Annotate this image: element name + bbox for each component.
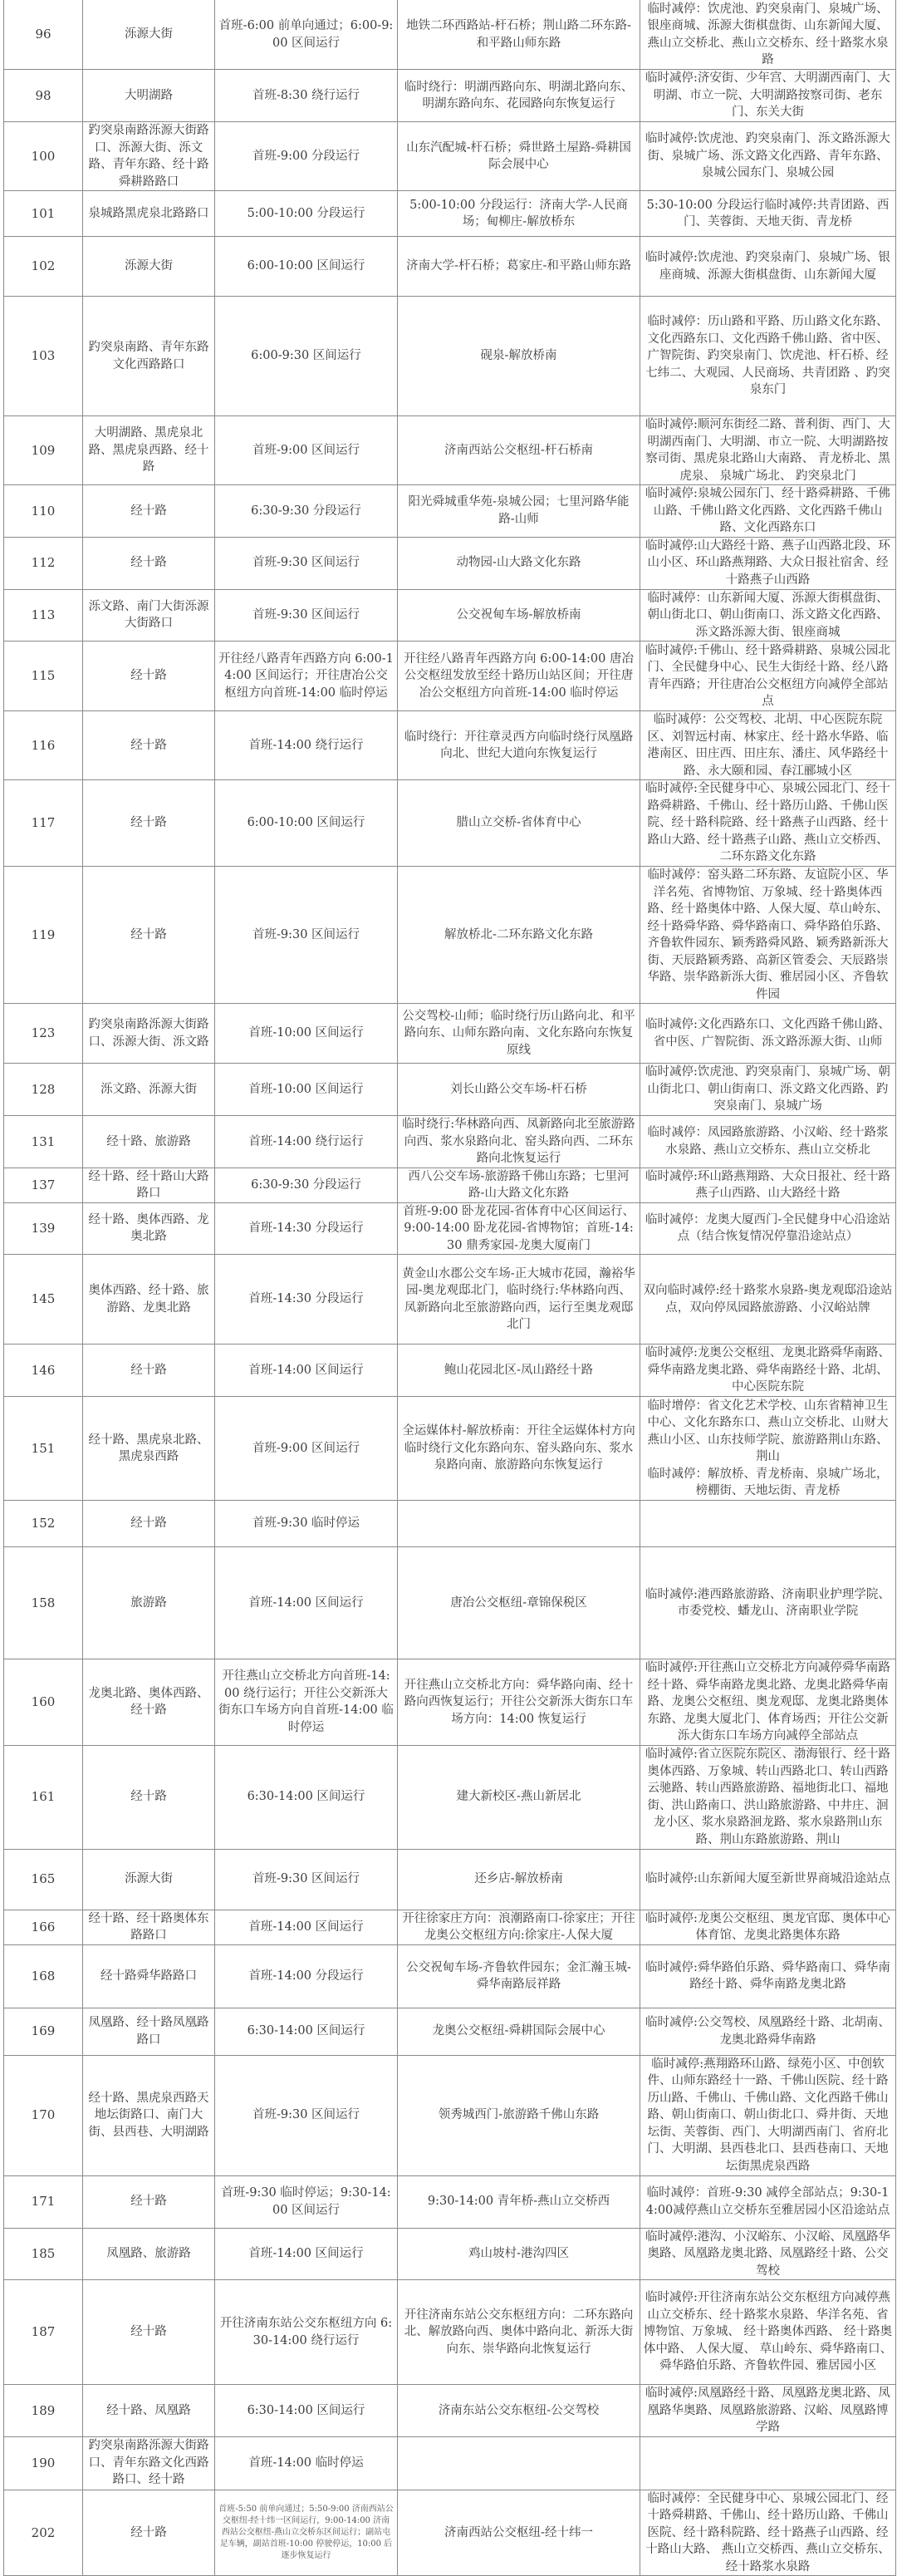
stop-changes <box>640 1501 896 1547</box>
table-row <box>4 1501 896 1547</box>
table-row <box>4 1064 896 1116</box>
affected-road: 泺源大街 <box>83 1849 215 1910</box>
operation-route: 建大新校区-燕山新居北 <box>398 1745 640 1849</box>
operation-time: 首班-14:30 分段运行 <box>215 1202 398 1255</box>
stop-changes: 临时减停:饮虎池、趵突泉南门、泺文路泺源大街、泉城广场、泺文路文化西路、青年东路、泉城公园东门、泉城公园 <box>640 122 896 191</box>
operation-route: 5:00-10:00 分段运行：济南大学-人民商场；甸柳庄-解放桥东 <box>398 191 640 237</box>
affected-road: 经十路 <box>83 537 215 589</box>
route-number: 161 <box>4 1745 83 1849</box>
route-number: 145 <box>4 1255 83 1345</box>
operation-time: 开往经八路青年西路方向 6:00-14:00 区间运行；开往唐冶公交枢纽方向首班-14:00 临时停运 <box>215 642 398 711</box>
table-row <box>4 1659 896 1746</box>
stop-changes: 临时减停:开往济南东站公交东枢纽方向减停燕山立交桥东、经十路浆水泉路、华洋名苑、省博物馆、万象城、 经十路奥体西路、 经十路奥体中路、 人保大厦、 草山岭东、舜华路南口、舜华路伯乐路、齐鲁软件园、雅居园小区 <box>640 2280 896 2385</box>
stop-changes: 临时减停:港西路旅游路、济南职业护理学院、市委党校、蟠龙山、济南职业学院 <box>640 1547 896 1659</box>
stop-changes: 临时减停:济安街、少年宫、大明湖西南门、大明湖、市立一院、大明湖路按察司街、老东门、东关大街 <box>640 70 896 122</box>
table-row <box>4 711 896 780</box>
operation-route: 动物园-山大路文化东路 <box>398 537 640 589</box>
operation-route: 山东汽配城-杆石桥；舜世路土屋路-舜耕国际会展中心 <box>398 122 640 191</box>
operation-time: 首班-6:00 前单向通过；6:00-9:00 区间运行 <box>215 0 398 70</box>
route-number: 100 <box>4 122 83 191</box>
table-row <box>4 589 896 642</box>
stop-changes: 5:30-10:00 分段运行临时减停:共青团路、西门、芙蓉街、天地天街、青龙桥 <box>640 191 896 237</box>
operation-route: 解放桥北-二环东路文化东路 <box>398 867 640 1004</box>
operation-route: 济南西站公交枢纽-杆石桥南 <box>398 416 640 485</box>
affected-road: 凤凰路、经十路凤凰路路口 <box>83 2008 215 2055</box>
affected-road: 经十路 <box>83 1501 215 1547</box>
operation-time: 首班-9:30 临时停运 <box>215 1501 398 1547</box>
operation-route: 济南东站公交东枢纽-公交驾校 <box>398 2385 640 2437</box>
bus-route-adjustment-table <box>3 0 896 2576</box>
operation-time: 6:30-14:00 区间运行 <box>215 2008 398 2055</box>
operation-route: 鲍山花园北区-凤山路经十路 <box>398 1345 640 1397</box>
table-row <box>4 485 896 538</box>
route-number: 187 <box>4 2280 83 2385</box>
affected-road: 经十路 <box>83 867 215 1004</box>
route-number: 165 <box>4 1849 83 1910</box>
operation-time: 开往燕山立交桥北方向首班-14:00 绕行运行；开往公交新泺大街东口车场方向自首班-14:00 临时停运 <box>215 1659 398 1746</box>
operation-time: 6:30-9:30 分段运行 <box>215 1168 398 1202</box>
operation-time: 首班-14:30 分段运行 <box>215 1255 398 1345</box>
operation-time: 6:00-9:30 区间运行 <box>215 297 398 416</box>
route-number: 123 <box>4 1004 83 1064</box>
affected-road: 经十路、黑虎泉西路天地坛街路口、南门大街、县西巷、大明湖路 <box>83 2055 215 2175</box>
affected-road: 经十路、黑虎泉北路、黑虎泉西路 <box>83 1397 215 1501</box>
route-number: 152 <box>4 1501 83 1547</box>
affected-road: 龙奥北路、奥体西路、经十路 <box>83 1659 215 1746</box>
operation-route: 唐冶公交枢纽-章锦保税区 <box>398 1547 640 1659</box>
operation-time: 首班-8:30 绕行运行 <box>215 70 398 122</box>
stop-changes: 临时减停：龙奥大厦西门-全民健身中心沿途站点（结合恢复情况停靠沿途站点） <box>640 1202 896 1255</box>
affected-road: 经十路 <box>83 1345 215 1397</box>
stop-changes: 临时减停:饮虎池、趵突泉南门、泉城广场、银座商城、泺源大街棋盘街、山东新闻大厦 <box>640 237 896 297</box>
affected-road: 泺源大街 <box>83 237 215 297</box>
table-row <box>4 1004 896 1064</box>
affected-road: 泺源大街 <box>83 0 215 70</box>
table-row <box>4 70 896 122</box>
table-row <box>4 1202 896 1255</box>
route-number: 168 <box>4 1944 83 2008</box>
operation-route: 砚泉-解放桥南 <box>398 297 640 416</box>
operation-route: 开往徐家庄方向：浪潮路南口-徐家庄；开往龙奥公交枢纽方向:徐家庄-人保大厦 <box>398 1910 640 1944</box>
operation-route: 济南大学-杆石桥；葛家庄-和平路山师东路 <box>398 237 640 297</box>
stop-changes <box>640 2436 896 2490</box>
affected-road: 泺文路、泺源大街 <box>83 1064 215 1116</box>
operation-route: 腊山立交桥-省体育中心 <box>398 780 640 867</box>
operation-route: 还乡店-解放桥南 <box>398 1849 640 1910</box>
operation-route: 济南西站公交枢纽-经十纬一 <box>398 2490 640 2576</box>
table-row <box>4 1116 896 1168</box>
operation-route: 全运媒体村-解放桥南：开往全运媒体村方向临时绕行文化东路向东、窑头路向东、浆水泉路向南、旅游路向东恢复运行 <box>398 1397 640 1501</box>
table-row <box>4 2055 896 2175</box>
table-row <box>4 642 896 711</box>
table-row <box>4 2490 896 2576</box>
affected-road: 经十路 <box>83 485 215 538</box>
stop-changes: 临时减停:山东新闻大厦至新世界商城沿途站点 <box>640 1849 896 1910</box>
stop-changes: 临时减停:开往燕山立交桥北方向减停舜华南路经十路、舜华南路龙奥北路、龙奥北路舜华南路、龙奥公交枢纽、奥龙观邸、龙奥北路奥体东路、龙奥大厦北门、体育场西；开往公交新泺大街东口车场方向减停全部站点 <box>640 1659 896 1746</box>
table-row <box>4 1255 896 1345</box>
operation-route: 临时绕行：明湖西路向东、明湖北路向东、明湖东路向东、花园路向东恢复运行 <box>398 70 640 122</box>
affected-road: 大明湖路 <box>83 70 215 122</box>
table-row <box>4 1397 896 1501</box>
route-number: 137 <box>4 1168 83 1202</box>
affected-road: 经十路舜华路路口 <box>83 1944 215 2008</box>
operation-route: 黄金山水郡公交车场-正大城市花园，瀚裕华园-奥龙观邸北门，临时绕行:华林路向西、凤新路向北至旅游路向西，运行至奥龙观邸北门 <box>398 1255 640 1345</box>
table-row <box>4 237 896 297</box>
operation-route: 临时绕行：开往章灵西方向临时绕行凤凰路向北、世纪大道向东恢复运行 <box>398 711 640 780</box>
operation-route <box>398 2436 640 2490</box>
operation-route: 龙奥公交枢纽-舜耕国际会展中心 <box>398 2008 640 2055</box>
operation-time: 6:00-10:00 区间运行 <box>215 237 398 297</box>
operation-route: 鸡山坡村-港沟四区 <box>398 2228 640 2280</box>
table-row <box>4 537 896 589</box>
operation-time: 首班-14:00 绕行运行 <box>215 711 398 780</box>
stop-changes: 临时减停：凤园路旅游路、小汉峪、经十路浆水泉路、燕山立交桥东、燕山立交桥北 <box>640 1116 896 1168</box>
table-row <box>4 1168 896 1202</box>
table-row <box>4 2280 896 2385</box>
table-row <box>4 867 896 1004</box>
stop-changes: 临时减停:舜华路伯乐路、舜华路南口、舜华南路经十路、舜华南路龙奥北路 <box>640 1944 896 2008</box>
operation-time: 首班-9:30 区间运行 <box>215 867 398 1004</box>
operation-time: 首班-14:00 区间运行 <box>215 1547 398 1659</box>
affected-road: 趵突泉南路、青年东路文化西路路口 <box>83 297 215 416</box>
operation-time: 首班-14:00 分段运行 <box>215 1944 398 2008</box>
affected-road: 经十路 <box>83 1745 215 1849</box>
table-row <box>4 2228 896 2280</box>
affected-road: 经十路 <box>83 2175 215 2228</box>
operation-route: 开往燕山立交桥北方向：舜华路向南、经十路向西恢复运行；开往公交新泺大街东口车场方向：14:00 恢复运行 <box>398 1659 640 1746</box>
route-number: 101 <box>4 191 83 237</box>
table-row <box>4 416 896 485</box>
operation-time: 首班-9:30 区间运行 <box>215 1849 398 1910</box>
affected-road: 经十路 <box>83 2490 215 2576</box>
affected-road: 经十路 <box>83 711 215 780</box>
operation-time: 6:30-14:00 区间运行 <box>215 1745 398 1849</box>
operation-time: 首班-9:00 分段运行 <box>215 122 398 191</box>
stop-changes: 临时减停:环山路燕翔路、大众日报社、经十路燕子山西路、山大路经十路 <box>640 1168 896 1202</box>
stop-changes: 临时减停:省立医院东院区、渤海银行、经十路奥体西路、万象城、转山西路北口、转山西路云驰路、转山西路旅游路、福地街北口、福地街、洪山路南口、洪山路旅游路、中井庄、洄龙小区、浆水泉路洄龙路、浆水泉路荆山东路、荆山东路旅游路、荆山 <box>640 1745 896 1849</box>
route-number: 139 <box>4 1202 83 1255</box>
operation-route: 开往经八路青年西路方向 6:00-14:00 唐冶公交枢纽发放至经十路历山站区间；开往唐冶公交枢纽方向首班-14:00 临时停运 <box>398 642 640 711</box>
route-number: 109 <box>4 416 83 485</box>
stop-changes: 临时减停:山大路经十路、燕子山西路北段、环山小区、环山路燕翔路、大众日报社宿舍、经十路燕子山西路 <box>640 537 896 589</box>
stop-changes: 临时减停:泉城公园东门、经十路舜耕路、千佛山路、千佛山路文化西路、文化西路千佛山路、文化西路东口 <box>640 485 896 538</box>
operation-time: 5:00-10:00 分段运行 <box>215 191 398 237</box>
stop-changes: 临时减停:全民健身中心、泉城公园北门、经十路舜耕路、千佛山、经十路历山路、千佛山医院、经十路科院路、经十路燕子山西路、经十路山大路、经十路燕子山路、燕山立交桥西、二环东路文化东路 <box>640 780 896 867</box>
affected-road: 经十路 <box>83 2280 215 2385</box>
operation-time: 首班-14:00 绕行运行 <box>215 1116 398 1168</box>
affected-road: 泉城路黑虎泉北路路口 <box>83 191 215 237</box>
stop-changes: 临时减停:龙奥公交枢纽、奥龙官邸、奥体中心体育馆、龙奥北路奥体东路 <box>640 1910 896 1944</box>
operation-time: 6:30-9:30 分段运行 <box>215 485 398 538</box>
table-row <box>4 1745 896 1849</box>
operation-route: 西八公交车场-旅游路千佛山东路；七里河路-山大路文化东路 <box>398 1168 640 1202</box>
route-number: 110 <box>4 485 83 538</box>
operation-route: 开往济南东站公交东枢纽方向：二环东路向北、解放路向西、奥体中路向北、新泺大街向东、崇华路向北恢复运行 <box>398 2280 640 2385</box>
table-row <box>4 191 896 237</box>
operation-route: 刘长山路公交车场-杆石桥 <box>398 1064 640 1116</box>
operation-time: 首班-9:30 区间运行 <box>215 2055 398 2175</box>
stop-changes: 双向临时减停:经十路浆水泉路-奥龙观邸沿途站点，双向停凤园路旅游路、小汉峪站牌 <box>640 1255 896 1345</box>
affected-road: 经十路、经十路山大路路口 <box>83 1168 215 1202</box>
stop-changes: 临时减停：山东新闻大厦、泺源大街棋盘街、朝山街北口、朝山街南口、泺文路文化西路、泺文路泺源大街、银座商城 <box>640 589 896 642</box>
affected-road: 趵突泉南路泺源大街路口、青年东路文化西路路口、经十路 <box>83 2436 215 2490</box>
route-number: 115 <box>4 642 83 711</box>
stop-changes: 临时减停:饮虎池、趵突泉南门、泉城广场、朝山街北口、朝山街南口、泺文路文化西路、趵突泉南门、泉城广场 <box>640 1064 896 1116</box>
route-number: 146 <box>4 1345 83 1397</box>
route-number: 160 <box>4 1659 83 1746</box>
table-row <box>4 1910 896 1944</box>
operation-time: 首班-14:00 区间运行 <box>215 2228 398 2280</box>
affected-road: 经十路、旅游路 <box>83 1116 215 1168</box>
route-number: 170 <box>4 2055 83 2175</box>
table-row <box>4 2175 896 2228</box>
stop-changes: 临时减停:千佛山、经十路舜耕路、泉城公园北门、全民健身中心、民生大街经十路、经八路青年西路；开往唐冶公交枢纽方向减停全部站点 <box>640 642 896 711</box>
operation-time: 首班-9:30 区间运行 <box>215 589 398 642</box>
route-number: 189 <box>4 2385 83 2437</box>
stop-changes: 临时减停：窑头路二环东路、友谊院小区、华洋名苑、省博物馆、万象城、经十路奥体西路、经十路奥体中路、人保大厦、草山岭东、经十路舜华路、舜华路南口、舜华路伯乐路、齐鲁软件园东、颖秀路舜风路、颖秀路新泺大街、天辰路颖秀路、高新区管委会、天辰路崇华路、崇华路新泺大街、雅居园小区、齐鲁软件园 <box>640 867 896 1004</box>
route-number: 116 <box>4 711 83 780</box>
stop-changes: 临时减停:文化西路东口、文化西路千佛山路、省中医、广智院街、泺文路泺源大街、山师 <box>640 1004 896 1064</box>
route-number: 96 <box>4 0 83 70</box>
table-row <box>4 297 896 416</box>
operation-route: 临时绕行:华林路向西、凤新路向北至旅游路向西、浆水泉路向北、窑头路向西、二环东路向北恢复运行 <box>398 1116 640 1168</box>
operation-time: 首班-14:00 区间运行 <box>215 1345 398 1397</box>
affected-road: 经十路、经十路奥体东路路口 <box>83 1910 215 1944</box>
route-number: 131 <box>4 1116 83 1168</box>
affected-road: 趵突泉南路泺源大街路口、泺源大街、泺文路、青年东路、经十路舜耕路路口 <box>83 122 215 191</box>
operation-route: 9:30-14:00 青年桥-燕山立交桥西 <box>398 2175 640 2228</box>
table-row <box>4 1345 896 1397</box>
stop-changes: 临时减停：首班-9:30 减停全部站点；9:30-14:00减停燕山立交桥东至雅居园小区沿途站点 <box>640 2175 896 2228</box>
stop-changes: 临时减停:港沟、小汉峪东、小汉峪、凤凰路华奥路、凤凰路龙奥北路、凤凰路经十路、公交驾校 <box>640 2228 896 2280</box>
affected-road: 经十路、奥体西路、龙奥北路 <box>83 1202 215 1255</box>
stop-changes: 临时减停:顺河东街经二路、普利街、西门、大明湖西南门、大明湖、市立一院、大明湖路按察司街、黑虎泉北路山大南路、 青龙桥北、黑虎泉、 泉城广场北、 趵突泉北门 <box>640 416 896 485</box>
route-number: 98 <box>4 70 83 122</box>
route-number: 119 <box>4 867 83 1004</box>
operation-time: 6:30-14:00 区间运行 <box>215 2385 398 2437</box>
route-number: 171 <box>4 2175 83 2228</box>
operation-route: 地铁二环西路站-杆石桥；荆山路二环东路-和平路山师东路 <box>398 0 640 70</box>
operation-time: 首班-10:00 区间运行 <box>215 1004 398 1064</box>
table-row <box>4 2436 896 2490</box>
stop-changes: 临时减停：公交驾校、北胡、中心医院东院区、刘智远村南、林家庄、经十路水华路、临港南区、田庄西、田庄东、潘庄、风华路经十路、永大颐和园、春江郦城小区 <box>640 711 896 780</box>
route-number: 166 <box>4 1910 83 1944</box>
affected-road: 趵突泉南路泺源大街路口、泺源大街、泺文路 <box>83 1004 215 1064</box>
operation-route: 阳光舜城重华苑-泉城公园；七里河路华能路-山师 <box>398 485 640 538</box>
table-row <box>4 780 896 867</box>
affected-road: 经十路 <box>83 642 215 711</box>
stop-changes: 临时减停：饮虎池、趵突泉南门、泉城广场、银座商城、泺源大街棋盘街、山东新闻大厦、燕山立交桥北、燕山立交桥东、经十路浆水泉路 <box>640 0 896 70</box>
table-row <box>4 1849 896 1910</box>
operation-route: 首班-9:00 卧龙花园-省体育中心区间运行、9:00-14:00 卧龙花园-省博物馆；首班-14:30 鼎秀家园-龙奥大厦南门 <box>398 1202 640 1255</box>
route-number: 112 <box>4 537 83 589</box>
affected-road: 奥体西路、经十路、旅游路、龙奥北路 <box>83 1255 215 1345</box>
route-number: 169 <box>4 2008 83 2055</box>
affected-road: 泺文路、南门大街泺源大街路口 <box>83 589 215 642</box>
affected-road: 凤凰路、旅游路 <box>83 2228 215 2280</box>
route-number: 128 <box>4 1064 83 1116</box>
stop-changes: 临时减停：历山路和平路、历山路文化东路、文化西路东口、文化西路千佛山路、省中医、广智院街、趵突泉南门、饮虎池、杆石桥、经七纬二、大观园、人民商场、共青团路 、趵突泉东门 <box>640 297 896 416</box>
operation-route: 公交祝甸车场-解放桥南 <box>398 589 640 642</box>
route-number: 202 <box>4 2490 83 2576</box>
operation-time: 首班-14:00 临时停运 <box>215 2436 398 2490</box>
operation-route <box>398 1501 640 1547</box>
route-number: 185 <box>4 2228 83 2280</box>
table-row <box>4 1547 896 1659</box>
stop-changes: 临时减停：全民健身中心、泉城公园北门、经十路舜耕路、千佛山、经十路历山路、千佛山医院、经十路科院路、经十路燕子山西路、经十路山大路、 燕山立交桥西、燕山立交桥东、经十路浆水泉路 <box>640 2490 896 2576</box>
route-number: 113 <box>4 589 83 642</box>
operation-route: 领秀城西门-旅游路千佛山东路 <box>398 2055 640 2175</box>
route-number: 117 <box>4 780 83 867</box>
operation-time: 开往济南东站公交东枢纽方向 6:30-14:00 绕行运行 <box>215 2280 398 2385</box>
stop-changes: 临时减停:龙奥公交枢纽、龙奥北路舜华南路、舜华南路龙奥北路、舜华南路经十路、北胡、中心医院东院 <box>640 1345 896 1397</box>
route-number: 190 <box>4 2436 83 2490</box>
stop-changes: 临时减停:燕翔路环山路、绿苑小区、中创软件、山师东路经十一路、千佛山医院、经十路历山路、千佛山、千佛山路、文化西路千佛山路、朝山街南口、朝山街北口、舜井街、天地坛街、芙蓉街、西门、大明湖西南门、省府北门、大明湖、县西巷北口、县西巷南口、天地坛街黑虎泉西路 <box>640 2055 896 2175</box>
operation-time: 首班-9:30 临时停运；9:30-14:00 区间运行 <box>215 2175 398 2228</box>
table-row <box>4 0 896 70</box>
operation-time: 首班-9:00 区间运行 <box>215 1397 398 1501</box>
route-number: 158 <box>4 1547 83 1659</box>
route-number: 102 <box>4 237 83 297</box>
affected-road: 旅游路 <box>83 1547 215 1659</box>
table-row <box>4 122 896 191</box>
stop-changes: 临时减停:凤凰路经十路、凤凰路龙奥北路、凤凰路华奥路、凤凰路旅游路、汉峪、凤凰路博学路 <box>640 2385 896 2437</box>
operation-route: 公交祝甸车场-齐鲁软件园东；金汇瀚玉城-舜华南路辰祥路 <box>398 1944 640 2008</box>
operation-time: 首班-5:50 前单向通过；5:50-9:00 济南西站公交枢纽-经十纬一区间运行，9:00-14:00 济南西站公交枢纽-燕山立交桥东区间运行；副站屯足车辆，副站首班-10:00 停驶停运，10:00 后逐步恢复运行 <box>215 2490 398 2576</box>
table-row <box>4 2385 896 2437</box>
affected-road: 经十路 <box>83 780 215 867</box>
operation-time: 首班-10:00 区间运行 <box>215 1064 398 1116</box>
table-row <box>4 2008 896 2055</box>
operation-time: 首班-9:30 区间运行 <box>215 537 398 589</box>
route-number: 151 <box>4 1397 83 1501</box>
affected-road: 经十路、凤凰路 <box>83 2385 215 2437</box>
operation-route: 公交驾校-山师；临时绕行历山路向北、和平路向东、山师东路向南、文化东路向东恢复原线 <box>398 1004 640 1064</box>
affected-road: 大明湖路、黑虎泉北路、黑虎泉西路、经十路 <box>83 416 215 485</box>
operation-time: 首班-9:00 区间运行 <box>215 416 398 485</box>
operation-time: 首班-14:00 区间运行 <box>215 1910 398 1944</box>
table-row <box>4 1944 896 2008</box>
operation-time: 6:00-10:00 区间运行 <box>215 780 398 867</box>
route-number: 103 <box>4 297 83 416</box>
stop-changes: 临时增停：省文化艺术学校、山东省精神卫生中心、文化东路东口、燕山立交桥北、山财大燕山小区、山东技师学院、旅游路荆山东路、荆山 临时减停：解放桥、青龙桥南、泉城广场北，榜棚街、天地坛街、青龙桥 <box>640 1397 896 1501</box>
stop-changes: 临时减停:公交驾校、凤凰路经十路、北胡南、龙奥北路舜华南路 <box>640 2008 896 2055</box>
